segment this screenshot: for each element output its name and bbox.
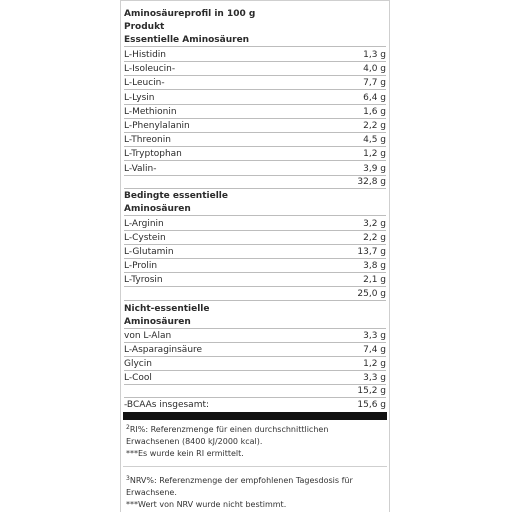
amino-acid-value: 1,6 g	[363, 106, 386, 117]
nonessential-total-value: 15,2 g	[357, 386, 386, 396]
amino-acid-name: L-Cool	[124, 373, 152, 383]
table-row	[124, 217, 386, 231]
conditional-heading-text-2: Aminosäuren	[124, 204, 191, 214]
table-row	[124, 329, 386, 343]
nonessential-heading-text-2: Aminosäuren	[124, 317, 191, 327]
conditional-total-value: 25,0 g	[357, 289, 386, 299]
amino-acid-name: L-Histidin	[124, 50, 167, 60]
amino-acid-value: 13,7 g	[357, 247, 386, 257]
amino-acid-name: L-Tryptophan	[124, 149, 182, 160]
top-border	[121, 0, 389, 1]
amino-acid-value: 1,3 g	[363, 50, 386, 60]
table-title	[124, 7, 386, 21]
amino-acid-name: L-Leucin-	[124, 78, 165, 89]
amino-acid-value: 3,3 g	[363, 373, 386, 383]
table-row	[124, 343, 386, 357]
amino-acid-value: 2,1 g	[363, 275, 386, 285]
table-row	[124, 91, 386, 105]
conditional-total-row	[124, 287, 386, 301]
bcaa-value: 15,6 g	[357, 400, 386, 410]
amino-acid-value: 1,2 g	[363, 149, 386, 160]
table-subtitle	[124, 20, 386, 34]
nrv-footnote-line-3: ***Wert von NRV wurde nicht bestimmt.	[126, 500, 287, 509]
table-row	[124, 119, 386, 133]
amino-acid-name: L-Phenylalanin	[124, 121, 190, 131]
thick-divider	[123, 412, 387, 420]
amino-acid-name: L-Methionin	[124, 106, 177, 117]
essential-heading-text: Essentielle Aminosäuren	[124, 35, 250, 45]
amino-acid-value: 3,3 g	[363, 331, 386, 341]
amino-acid-table-panel	[120, 0, 390, 512]
amino-acid-value: 1,2 g	[363, 359, 386, 369]
amino-acid-name: L-Valin-	[124, 163, 157, 174]
nrv-footnote	[126, 473, 384, 511]
table-title-text: Aminosäureprofil in 100 g	[124, 9, 256, 19]
ri-footnote-line-3: ***Es wurde kein RI ermittelt.	[126, 449, 244, 458]
amino-acid-name: L-Tyrosin	[124, 275, 163, 285]
amino-acid-name: von L-Alan	[124, 331, 172, 341]
bcaa-row	[124, 398, 386, 412]
amino-acid-name: Glycin	[124, 359, 152, 369]
table-row	[124, 357, 386, 371]
table-row	[124, 259, 386, 273]
amino-acid-name: L-Prolin	[124, 261, 158, 271]
nrv-footnote-line-2: Erwachsene.	[126, 488, 177, 497]
table-row	[124, 273, 386, 287]
essential-heading	[124, 33, 386, 47]
conditional-heading-2	[124, 202, 386, 216]
amino-acid-value: 2,2 g	[363, 121, 386, 131]
amino-acid-value: 4,5 g	[363, 135, 386, 146]
amino-acid-value: 3,8 g	[363, 261, 386, 271]
amino-acid-value: 3,2 g	[363, 219, 386, 229]
amino-acid-value: 7,4 g	[363, 345, 386, 355]
essential-total-row	[124, 175, 386, 189]
nonessential-total-row	[124, 384, 386, 398]
table-row	[124, 133, 386, 147]
amino-acid-value: 3,9 g	[363, 163, 386, 174]
amino-acid-value: 2,2 g	[363, 233, 386, 243]
essential-total-value: 32,8 g	[357, 177, 386, 187]
amino-acid-name: L-Threonin	[124, 135, 171, 146]
nonessential-heading-text-1: Nicht-essentielle	[124, 304, 210, 314]
amino-acid-value: 4,0 g	[363, 64, 386, 75]
amino-acid-name: L-Isoleucin-	[124, 64, 176, 75]
table-subtitle-text: Produkt	[124, 22, 165, 32]
table-row	[124, 48, 386, 62]
amino-acid-value: 6,4 g	[363, 92, 386, 103]
amino-acid-name: L-Glutamin	[124, 247, 174, 257]
amino-acid-value: 7,7 g	[363, 78, 386, 89]
nrv-footnote-mark: 3	[126, 475, 130, 482]
amino-acid-name: L-Asparaginsäure	[124, 345, 203, 355]
conditional-heading-text-1: Bedingte essentielle	[124, 191, 228, 201]
ri-footnote-line-2: Erwachsenen (8400 kJ/2000 kcal).	[126, 437, 263, 446]
conditional-heading-1	[124, 189, 386, 203]
footnote-separator	[123, 466, 387, 467]
nonessential-heading-1	[124, 302, 386, 316]
table-row	[124, 76, 386, 90]
ri-footnote-mark: 2	[126, 424, 130, 431]
table-row	[124, 62, 386, 76]
amino-acid-name: L-Cystein	[124, 233, 166, 243]
ri-footnote	[126, 422, 384, 460]
table-row	[124, 371, 386, 385]
table-row	[124, 105, 386, 119]
nrv-footnote-line-1: NRV%: Referenzmenge der empfohlenen Tagesdosis für	[129, 476, 353, 485]
table-row	[124, 147, 386, 161]
table-row	[124, 245, 386, 259]
table-row	[124, 231, 386, 245]
ri-footnote-line-1: RI%: Referenzmenge für einen durchschnittlichen	[129, 425, 329, 434]
bcaa-label: -BCAAs insgesamt:	[124, 400, 210, 410]
nonessential-heading-2	[124, 315, 386, 329]
amino-acid-name: L-Arginin	[124, 219, 164, 229]
table-row	[124, 162, 386, 176]
amino-acid-name: L-Lysin	[124, 92, 155, 103]
